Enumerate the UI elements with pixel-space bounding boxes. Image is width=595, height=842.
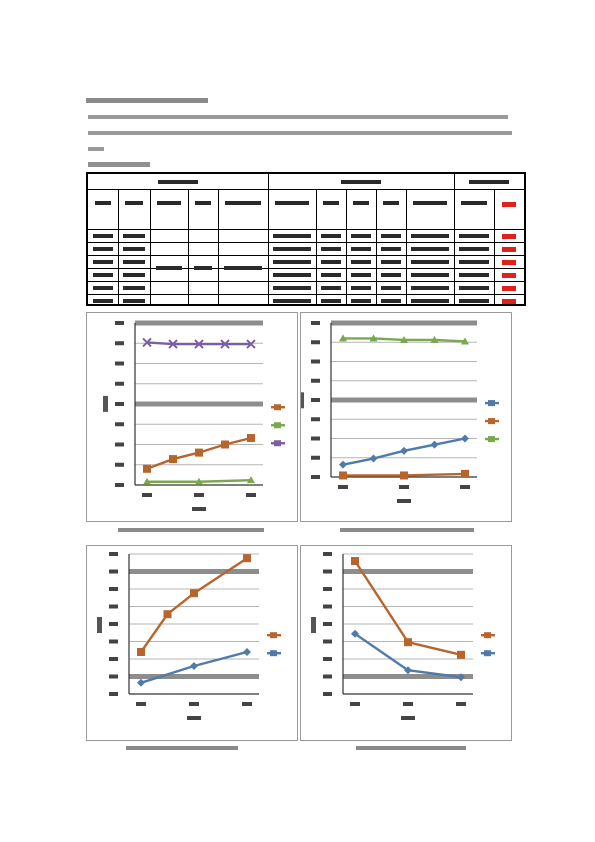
x-axis-label [397, 499, 411, 503]
table-cell [502, 247, 516, 252]
table-column-header [195, 201, 211, 205]
table-cell [93, 299, 113, 303]
chart-panel-3 [86, 545, 298, 741]
x-tick-label [399, 485, 409, 489]
data-point [143, 465, 151, 473]
table-cell [502, 234, 516, 239]
table-merged-cell [156, 266, 182, 270]
table-cell [459, 273, 489, 277]
y-tick-label [323, 675, 332, 679]
table-merged-cell [194, 266, 212, 270]
data-point [169, 455, 177, 463]
x-tick-label [403, 702, 413, 706]
paragraph-line [88, 115, 508, 119]
x-tick-label [189, 702, 199, 706]
table-cell [502, 260, 516, 265]
table-cell [502, 286, 516, 291]
y-tick-label [109, 587, 118, 591]
table-cell [351, 247, 371, 251]
table-cell [123, 234, 145, 238]
legend-marker [270, 650, 277, 656]
data-point [457, 651, 465, 659]
table-cell [93, 260, 113, 264]
table-cell [381, 286, 401, 290]
y-tick-label [109, 640, 118, 644]
paragraph-line [88, 131, 512, 135]
y-tick-label [311, 456, 320, 460]
legend-marker [484, 650, 491, 656]
y-tick-label [115, 422, 124, 426]
table-column-header [413, 201, 447, 205]
x-tick-label [350, 702, 360, 706]
table-cell [123, 260, 145, 264]
table-cell [321, 299, 341, 303]
legend-marker [488, 418, 495, 424]
chart-panel-4 [300, 545, 512, 741]
table-cell [351, 234, 371, 238]
legend-marker [484, 632, 491, 638]
x-tick-label [456, 702, 466, 706]
table-cell [321, 234, 341, 238]
table-cell [123, 247, 145, 251]
data-point [221, 441, 229, 449]
chart-panel-2 [300, 312, 512, 522]
table-cell [459, 299, 489, 303]
x-tick-label [246, 493, 256, 497]
y-tick-label [323, 640, 332, 644]
data-point [190, 589, 198, 597]
y-tick-label [311, 398, 320, 402]
results-table [86, 172, 526, 306]
x-tick-label [136, 702, 146, 706]
y-tick-label [323, 552, 332, 556]
y-tick-label [109, 570, 118, 574]
section-heading [86, 98, 208, 103]
y-axis-label [103, 396, 108, 412]
table-cell [411, 247, 449, 251]
y-tick-label [109, 605, 118, 609]
table-cell [459, 260, 489, 264]
table-cell [273, 247, 311, 251]
data-point [247, 434, 255, 442]
y-tick-label [115, 463, 124, 467]
table-cell [459, 286, 489, 290]
table-cell [273, 299, 311, 303]
y-tick-label [311, 379, 320, 383]
table-column-header [275, 201, 309, 205]
data-point [461, 470, 469, 478]
y-tick-label [109, 552, 118, 556]
table-column-header-row [88, 190, 524, 230]
table-column-header [95, 201, 111, 205]
y-tick-label [323, 570, 332, 574]
y-axis-label [97, 617, 102, 633]
table-group-header [341, 180, 381, 184]
table-merged-cell [224, 266, 262, 270]
table-cell [411, 299, 449, 303]
table-cell [273, 260, 311, 264]
table-column-header [461, 201, 487, 205]
data-point [190, 662, 198, 670]
data-point [339, 471, 347, 479]
y-tick-label [115, 382, 124, 386]
data-point [351, 557, 359, 565]
data-point [339, 461, 347, 469]
y-tick-label [323, 622, 332, 626]
chart-3 [87, 546, 297, 740]
table-cell [411, 260, 449, 264]
x-tick-label [142, 493, 152, 497]
data-point [195, 449, 203, 457]
table-group-header [158, 180, 198, 184]
data-point [137, 679, 145, 687]
table-cell [321, 247, 341, 251]
table-cell [273, 286, 311, 290]
table-caption [88, 162, 150, 167]
table-cell [93, 273, 113, 277]
y-tick-label [311, 475, 320, 479]
table-cell [502, 299, 516, 304]
chart-1-caption [118, 528, 264, 532]
y-tick-label [115, 402, 124, 406]
y-tick-label [115, 362, 124, 366]
table-cell [381, 247, 401, 251]
data-point [137, 648, 145, 656]
legend-marker [274, 440, 281, 446]
y-tick-label [115, 483, 124, 487]
x-tick-label [460, 485, 470, 489]
paragraph-line [88, 147, 104, 151]
data-point [370, 455, 378, 463]
data-point [243, 648, 251, 656]
table-cell [93, 247, 113, 251]
table-cell [459, 247, 489, 251]
data-point [431, 441, 439, 449]
chart-1 [87, 313, 297, 521]
y-tick-label [311, 417, 320, 421]
table-cell [123, 273, 145, 277]
y-tick-label [323, 657, 332, 661]
table-cell [381, 234, 401, 238]
y-tick-label [323, 692, 332, 696]
legend-marker [270, 632, 277, 638]
table-cell [381, 299, 401, 303]
data-point [461, 435, 469, 443]
chart-4-caption [356, 746, 466, 750]
y-tick-label [115, 341, 124, 345]
y-tick-label [311, 360, 320, 364]
table-group-header-row [88, 174, 524, 190]
chart-panel-1 [86, 312, 298, 522]
table-cell [273, 273, 311, 277]
x-tick-label [338, 485, 348, 489]
y-tick-label [323, 605, 332, 609]
y-tick-label [115, 443, 124, 447]
legend-marker [274, 404, 281, 410]
chart-2-caption [340, 528, 474, 532]
data-point [243, 554, 251, 562]
x-axis-label [401, 716, 415, 720]
table-cell [411, 273, 449, 277]
table-cell [321, 286, 341, 290]
table-column-header [323, 201, 339, 205]
table-cell [93, 286, 113, 290]
x-tick-label [194, 493, 204, 497]
table-column-header [353, 201, 369, 205]
table-cell [321, 260, 341, 264]
y-axis-label [311, 617, 316, 633]
table-column-header [225, 201, 261, 205]
legend-marker [488, 400, 495, 406]
y-tick-label [109, 675, 118, 679]
table-cell [459, 234, 489, 238]
y-axis-label [301, 392, 304, 408]
table-cell [381, 273, 401, 277]
table-group-header [469, 180, 509, 184]
chart-4 [301, 546, 511, 740]
y-tick-label [109, 657, 118, 661]
data-point [400, 471, 408, 479]
table-cell [411, 286, 449, 290]
y-tick-label [311, 321, 320, 325]
table-cell [93, 234, 113, 238]
x-axis-label [187, 716, 201, 720]
y-tick-label [311, 340, 320, 344]
table-cell [123, 286, 145, 290]
y-tick-label [109, 692, 118, 696]
table-cell [351, 260, 371, 264]
table-cell [123, 299, 145, 303]
x-axis-label [192, 507, 206, 511]
x-tick-label [242, 702, 252, 706]
table-cell [351, 286, 371, 290]
table-column-header [383, 201, 399, 205]
table-cell [351, 299, 371, 303]
data-point [164, 610, 172, 618]
legend-marker [274, 422, 281, 428]
chart-2 [301, 313, 511, 521]
table-cell [321, 273, 341, 277]
table-cell [381, 260, 401, 264]
table-cell [273, 234, 311, 238]
table-cell [351, 273, 371, 277]
table-column-header [125, 201, 143, 205]
y-tick-label [109, 622, 118, 626]
y-tick-label [311, 437, 320, 441]
chart-3-caption [126, 746, 238, 750]
table-column-header [157, 201, 181, 205]
table-cell [502, 273, 516, 278]
table-column-header [502, 202, 516, 207]
data-point [404, 638, 412, 646]
y-tick-label [115, 321, 124, 325]
y-tick-label [323, 587, 332, 591]
data-point [400, 447, 408, 455]
table-cell [411, 234, 449, 238]
legend-marker [488, 436, 495, 442]
